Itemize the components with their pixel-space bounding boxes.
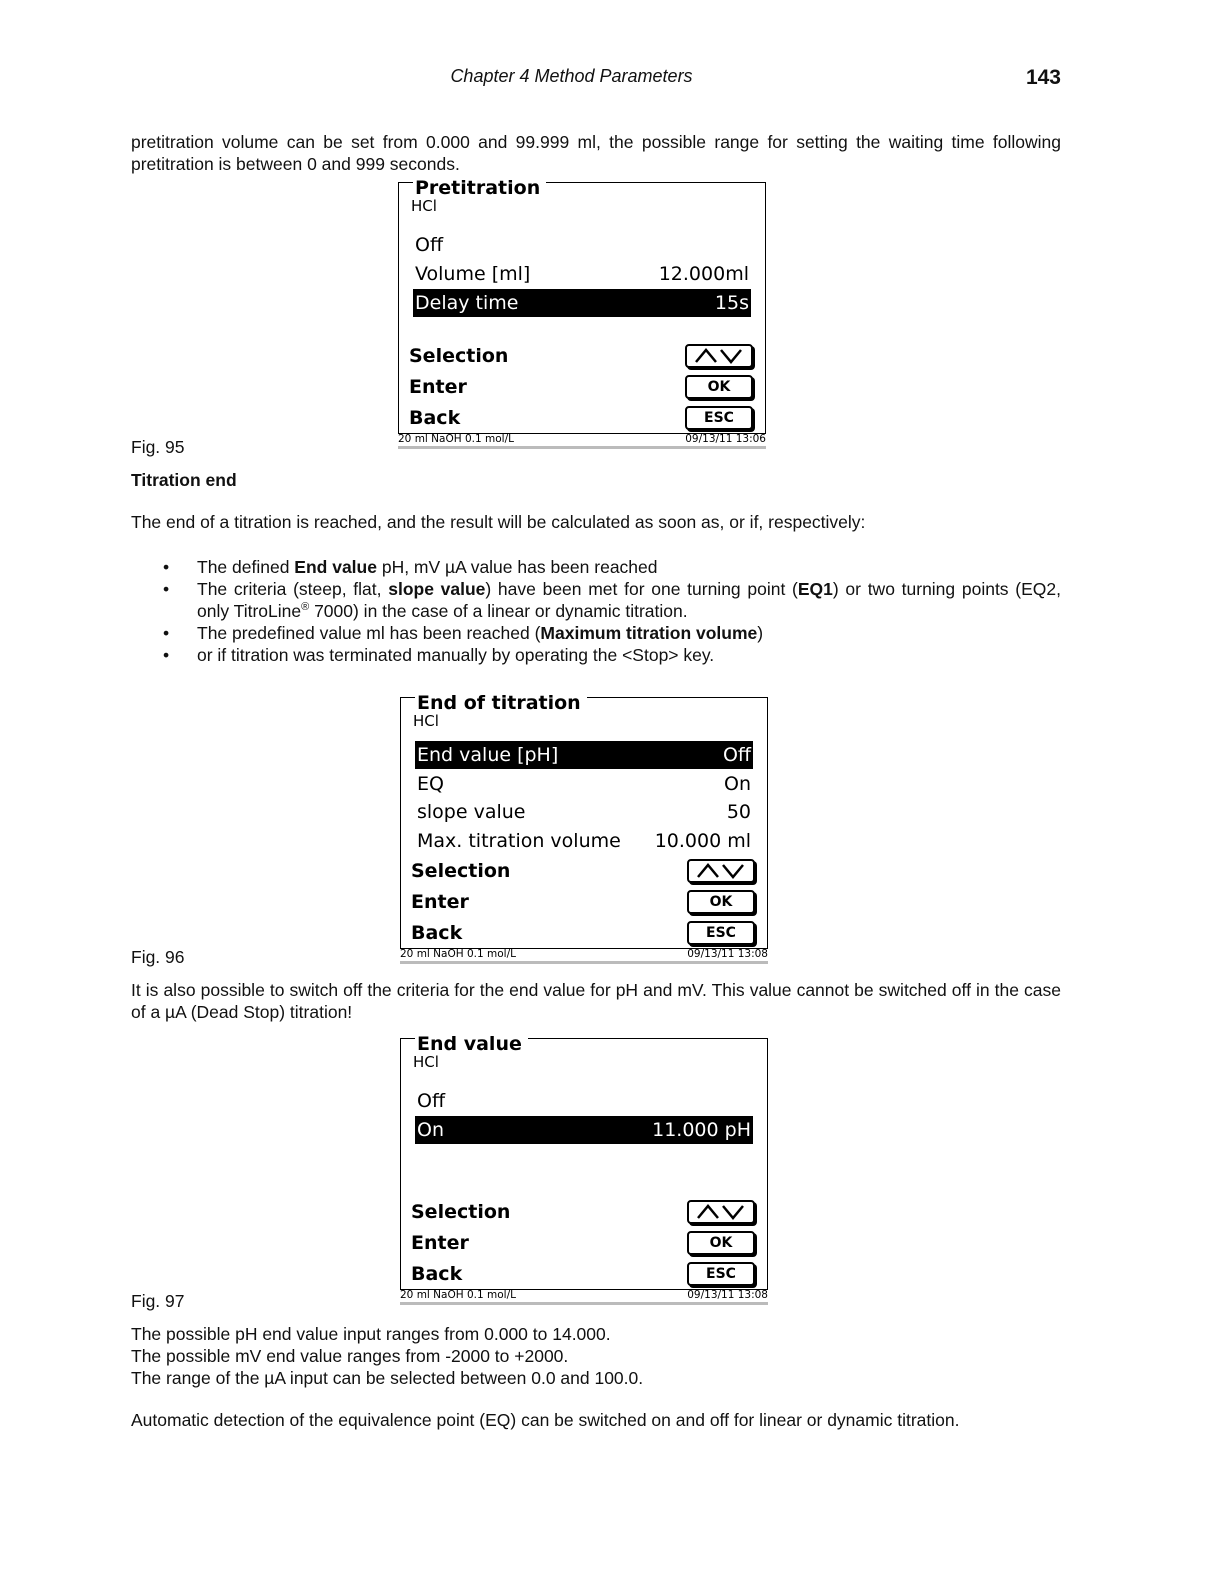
row-label: Off bbox=[415, 234, 444, 256]
text: ) bbox=[757, 623, 764, 643]
row-label: End value [pH] bbox=[417, 744, 559, 766]
ua-range-text: The range of the µA input can be selected between 0.0 and 100.0. bbox=[131, 1368, 644, 1388]
menu-row-off[interactable] bbox=[413, 231, 751, 259]
row-label: EQ bbox=[417, 773, 444, 795]
figure-label-97: Fig. 97 bbox=[131, 1291, 185, 1311]
status-bar bbox=[398, 433, 766, 449]
bullet-dot: • bbox=[163, 623, 170, 643]
mv-range-text: The possible mV end value ranges from -2000 to +2000. bbox=[131, 1346, 569, 1366]
status-reagent: 20 ml NaOH 0.1 mol/L bbox=[400, 1289, 516, 1301]
row-label: slope value bbox=[417, 801, 526, 823]
softkey-label-selection: Selection bbox=[411, 1201, 511, 1223]
row-label: Volume [ml] bbox=[415, 263, 531, 285]
selection-arrows-key[interactable] bbox=[687, 1200, 755, 1224]
ok-key[interactable]: OK bbox=[687, 890, 755, 914]
row-value: 12.000ml bbox=[658, 263, 749, 285]
switch-off-paragraph: It is also possible to switch off the criteria for the end value for pH and mV. This value cannot be switched off in the case of a µA (Dead Stop) titration! bbox=[131, 980, 1061, 1022]
up-down-arrows-icon bbox=[695, 863, 747, 879]
text: pH, mV µA value has been reached bbox=[376, 557, 658, 577]
status-datetime: 09/13/11 13:08 bbox=[687, 1289, 768, 1301]
row-value: Off bbox=[722, 744, 751, 766]
softkey-label-enter: Enter bbox=[411, 891, 469, 913]
row-value: On bbox=[724, 773, 751, 795]
text: 7000) in the case of a linear or dynamic titration. bbox=[309, 601, 688, 621]
softkey-label-back: Back bbox=[411, 1263, 463, 1285]
softkey-label-selection: Selection bbox=[409, 345, 509, 367]
bullet-dot: • bbox=[163, 645, 170, 665]
menu-row-volume[interactable] bbox=[413, 260, 751, 288]
bold-text: slope value bbox=[388, 579, 486, 599]
softkey-label-back: Back bbox=[411, 922, 463, 944]
status-bar bbox=[400, 948, 768, 964]
screen-title: Pretitration bbox=[413, 177, 546, 199]
menu-row-off[interactable] bbox=[415, 1087, 753, 1115]
screen-subtitle: HCl bbox=[413, 1053, 439, 1071]
intro-paragraph: pretitration volume can be set from 0.000 and 99.999 ml, the possible range for setting the waiting time following pretitration is between 0 and 999 seconds. bbox=[131, 132, 1061, 174]
bullet-dot: • bbox=[163, 579, 170, 599]
text: The defined bbox=[197, 557, 295, 577]
eq-detection-paragraph: Automatic detection of the equivalence point (EQ) can be switched on and off for linear or dynamic titration. bbox=[131, 1410, 960, 1430]
esc-key[interactable]: ESC bbox=[685, 406, 753, 430]
row-value: 10.000 ml bbox=[654, 830, 751, 852]
row-label: Delay time bbox=[415, 292, 519, 314]
up-down-arrows-icon bbox=[693, 348, 745, 364]
end-value-screen bbox=[400, 1031, 772, 1306]
softkey-label-back: Back bbox=[409, 407, 461, 429]
bold-text: End value bbox=[294, 557, 377, 577]
menu-row-on[interactable] bbox=[415, 1116, 753, 1144]
ok-key[interactable]: OK bbox=[685, 375, 753, 399]
menu-row-max-titration-volume[interactable] bbox=[415, 827, 753, 855]
ok-key[interactable]: OK bbox=[687, 1231, 755, 1255]
end-of-titration-screen bbox=[400, 690, 772, 965]
menu-row-delay-time[interactable] bbox=[413, 289, 751, 317]
screen-frame bbox=[400, 1033, 768, 1290]
menu-row-eq[interactable] bbox=[415, 770, 753, 798]
text: The predefined value ml has been reached ( bbox=[197, 623, 541, 643]
row-value: 15s bbox=[714, 292, 749, 314]
up-down-arrows-icon bbox=[695, 1204, 747, 1220]
screen-frame bbox=[398, 177, 766, 434]
screen-title: End value bbox=[415, 1033, 528, 1055]
bold-text: EQ1 bbox=[797, 579, 833, 599]
status-datetime: 09/13/11 13:06 bbox=[685, 433, 766, 445]
text: or if titration was terminated manually by operating the <Stop> key. bbox=[197, 645, 715, 665]
esc-key[interactable]: ESC bbox=[687, 1262, 755, 1286]
list-item bbox=[131, 644, 1061, 666]
selection-arrows-key[interactable] bbox=[685, 344, 753, 368]
figure-label-96: Fig. 96 bbox=[131, 947, 185, 967]
end-intro-paragraph: The end of a titration is reached, and the result will be calculated as soon as, or if, respectively: bbox=[131, 512, 866, 532]
status-bar bbox=[400, 1289, 768, 1305]
esc-key[interactable]: ESC bbox=[687, 921, 755, 945]
menu-row-slope-value[interactable] bbox=[415, 798, 753, 826]
row-value: 50 bbox=[726, 801, 751, 823]
page-number: 143 bbox=[1025, 66, 1061, 89]
section-heading: Titration end bbox=[131, 470, 237, 490]
criteria-list bbox=[131, 556, 1061, 666]
status-reagent: 20 ml NaOH 0.1 mol/L bbox=[398, 433, 514, 445]
softkey-label-selection: Selection bbox=[411, 860, 511, 882]
list-item bbox=[131, 622, 1061, 644]
chapter-title: Chapter 4 Method Parameters bbox=[450, 66, 693, 86]
list-item bbox=[131, 556, 1061, 578]
row-label: Off bbox=[417, 1090, 446, 1112]
screen-subtitle: HCl bbox=[413, 712, 439, 730]
softkey-label-enter: Enter bbox=[409, 376, 467, 398]
bold-text: Maximum titration volume bbox=[540, 623, 758, 643]
registered-mark: ® bbox=[301, 601, 310, 614]
figure-label-95: Fig. 95 bbox=[131, 437, 185, 457]
ph-range-text: The possible pH end value input ranges from 0.000 to 14.000. bbox=[131, 1324, 611, 1344]
status-datetime: 09/13/11 13:08 bbox=[687, 948, 768, 960]
bullet-dot: • bbox=[163, 557, 170, 577]
pretitration-screen bbox=[398, 175, 770, 450]
list-item bbox=[131, 578, 1061, 622]
screen-frame bbox=[400, 692, 768, 949]
selection-arrows-key[interactable] bbox=[687, 859, 755, 883]
row-value: 11.000 pH bbox=[652, 1119, 751, 1141]
screen-title: End of titration bbox=[415, 692, 587, 714]
softkey-label-enter: Enter bbox=[411, 1232, 469, 1254]
text: The criteria (steep, flat, bbox=[197, 579, 389, 599]
screen-subtitle: HCl bbox=[411, 197, 437, 215]
menu-row-end-value[interactable] bbox=[415, 741, 753, 769]
row-label: Max. titration volume bbox=[417, 830, 621, 852]
status-reagent: 20 ml NaOH 0.1 mol/L bbox=[400, 948, 516, 960]
text: ) or two turning points (EQ2, only TitroLine bbox=[197, 579, 1061, 621]
text: ) have been met for one turning point ( bbox=[485, 579, 798, 599]
row-label: On bbox=[417, 1119, 444, 1141]
